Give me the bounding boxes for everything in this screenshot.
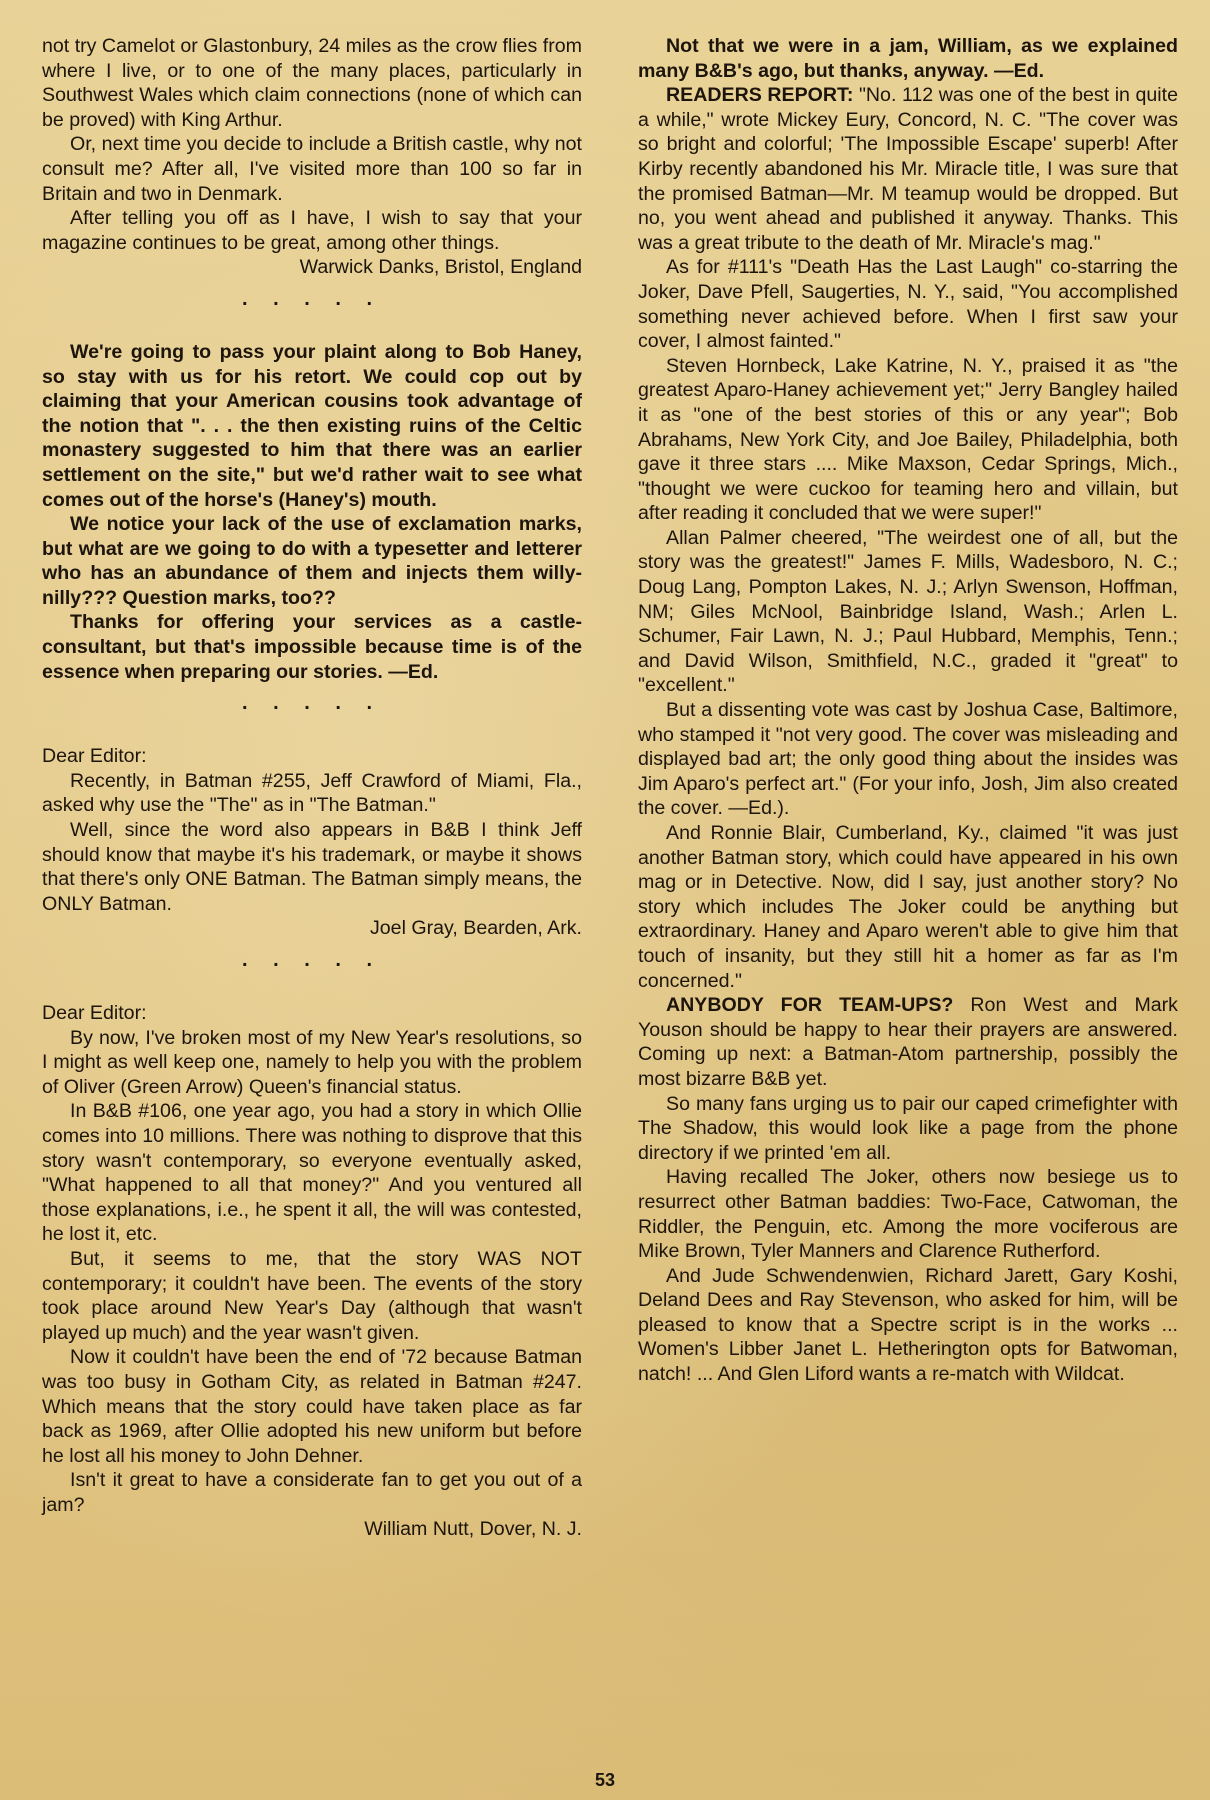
letter-paragraph: But, it seems to me, that the story WAS NOT contemporary; it couldn't have been. The events of the story took place around New Year's Day (although that wasn't played up much) and the year wasn't given. [42,1247,582,1344]
report-paragraph: So many fans urging us to pair our caped crimefighter with The Shadow, this would look like a page from the phone directory if we printed 'em all. [638,1092,1178,1164]
report-paragraph: But a dissenting vote was cast by Joshua Case, Baltimore, who stamped it "not very good. The cover was misleading and displayed bad art; the only good thing about the insides was Jim Aparo's perfect art." (For your info, Josh, Jim also created the cover. —Ed.). [638,699,1178,820]
letter-salutation: Dear Editor: [42,745,147,768]
letter-salutation: Dear Editor: [42,1002,147,1024]
letter-paragraph: Recently, in Batman #255, Jeff Crawford of Miami, Fla., asked why use the "The" as in "The Batman." [42,769,582,817]
right-column [638,34,1178,1387]
page-number: 53 [594,1770,616,1790]
team-ups-section [638,993,1178,1091]
report-paragraph: And Ronnie Blair, Cumberland, Ky., claimed "it was just another Batman story, which could have appeared in his own mag or in Detective. Now, did I say, just another story? No story which includes The Joker could be anything but extraordinary. Haney and Aparo weren't able to give him that touch of insanity, but they still hit a homer as far as I'm concerned." [638,822,1178,992]
letter-paragraph: Or, next time you decide to include a British castle, why not consult me? After all, I've visited more than 100 so far in Britain and two in Denmark. [42,133,582,205]
editor-reply: We're going to pass your plaint along to Bob Haney, so stay with us for his retort. We could cop out by claiming that your American cousins took advantage of the notion that ". . . the then existing ruins of the Celtic monastery suggested to him that there was an earlier settlement on the site," but we'd rather wait to see what comes out of the horse's (Haney's) mouth. [42,340,582,511]
team-ups-heading: ANYBODY FOR TEAM-UPS? [666,994,954,1017]
left-column [42,34,582,1542]
letter-paragraph: In B&B #106, one year ago, you had a story in which Ollie comes into 10 millions. There was nothing to disprove that this story wasn't contemporary, so everyone eventually asked, "What happened to all that money?" And you ventured all those explanations, i.e., he spent it all, the will was contested, he lost it, etc. [42,1100,582,1246]
letter-paragraph: Now it couldn't have been the end of '72 because Batman was too busy in Gotham City, as related in Batman #247. Which means that the story could have taken place as far back as 1969, after Ollie adopted his new uniform but before he lost all his money to John Dehner. [42,1346,582,1467]
letter-paragraph: By now, I've broken most of my New Year's resolutions, so I might as well keep one, namely to help you with the problem of Oliver (Green Arrow) Queen's financial status. [42,1026,582,1098]
section-separator: . . . . . [241,287,382,310]
report-paragraph: Steven Hornbeck, Lake Katrine, N. Y., praised it as "the greatest Aparo-Haney achievement yet;" Jerry Bangley hailed it as "one of the best stories of this or any year"; Bob Abrahams, New York City, and Joe Bailey, Philadelphia, both gave it three stars .... Mike Maxson, Cedar Springs, Mich., "thought we were cuckoo for teaming hero and villain, but after reading it concluded that we were super!" [638,354,1178,525]
report-paragraph: Allan Palmer cheered, "The weirdest one of all, but the story was the greatest!" James F. Mills, Wadesboro, N. C.; Doug Lang, Pompton Lakes, N. J.; Arlyn Swenson, Hoffman, NM; Giles McNool, Bainbridge Island, Wash.; Arlen L. Schumer, Fair Lawn, N. J.; Paul Hubbard, Memphis, Tenn.; and David Wilson, Smithfield, N.C., graded it "great" to "excellent." [638,526,1178,697]
editor-reply: Thanks for offering your services as a castle-consultant, but that's impossible because time is of the essence when preparing our stories. —Ed. [42,611,582,683]
letter-paragraph: Isn't it great to have a considerate fan to get you out of a jam? [42,1469,582,1516]
readers-report-text: "No. 112 was one of the best in quite a while," wrote Mickey Eury, Concord, N. C. "The cover was so bright and colorful; 'The Impossible Escape' superb! After Kirby recently abandoned his Mr. Miracle title, I was sure that the promised Batman—Mr. M teamup would be dropped. But no, you went ahead and published it anyway. Thanks. This was a great tribute to the death of Mr. Miracle's mag." [638,84,1178,254]
report-paragraph: And Jude Schwendenwien, Richard Jarett, Gary Koshi, Deland Dees and Ray Stevenson, who asked for him, will be pleased to know that a Spectre script is in the works ... Women's Libber Janet L. Hetherington opts for Batwoman, natch! ... And Glen Liford wants a re-match with Wildcat. [638,1264,1178,1386]
team-ups-text: Ron West and Mark Youson should be happy to hear their prayers are answered. Coming up next: a Batman-Atom partnership, possibly the most bizarre B&B yet. [638,994,1178,1090]
editor-reply: We notice your lack of the use of exclamation marks, but what are we going to do with a typesetter and letterer who has an abundance of them and injects them willy-nilly??? Question marks, too?? [42,513,582,609]
editor-reply: Not that we were in a jam, William, as we explained many B&B's ago, but thanks, anyway. —Ed. [638,35,1178,82]
letter-paragraph: not try Camelot or Glastonbury, 24 miles as the crow flies from where I live, or to one of the many places, particularly in Southwest Wales which claim connections (none of which can be proved) with King Arthur. [42,35,582,131]
letter-paragraph: Well, since the word also appears in B&B I think Jeff should know that maybe it's his trademark, or maybe it shows that there's only ONE Batman. The Batman simply means, the ONLY Batman. [42,819,582,915]
letter-signature: William Nutt, Dover, N. J. [364,1518,582,1541]
readers-report [638,83,1178,255]
letter-signature: Joel Gray, Bearden, Ark. [369,917,582,940]
section-separator: . . . . . [241,949,382,971]
report-paragraph: As for #111's "Death Has the Last Laugh" co-starring the Joker, Dave Pfell, Saugerties, N. Y., said, "You accomplished something never achieved before. When I first saw your cover, I almost fainted." [638,256,1178,353]
letter-paragraph: After telling you off as I have, I wish to say that your magazine continues to be great, among other things. [42,207,582,254]
section-separator: . . . . . [241,692,382,715]
letter-signature: Warwick Danks, Bristol, England [299,256,582,279]
readers-report-heading: READERS REPORT: [666,84,854,107]
report-paragraph: Having recalled The Joker, others now besiege us to resurrect other Batman baddies: Two-Face, Catwoman, the Riddler, the Penguin, etc. Among the more vociferous are Mike Brown, Tyler Manners and Clarence Rutherford. [638,1166,1178,1263]
